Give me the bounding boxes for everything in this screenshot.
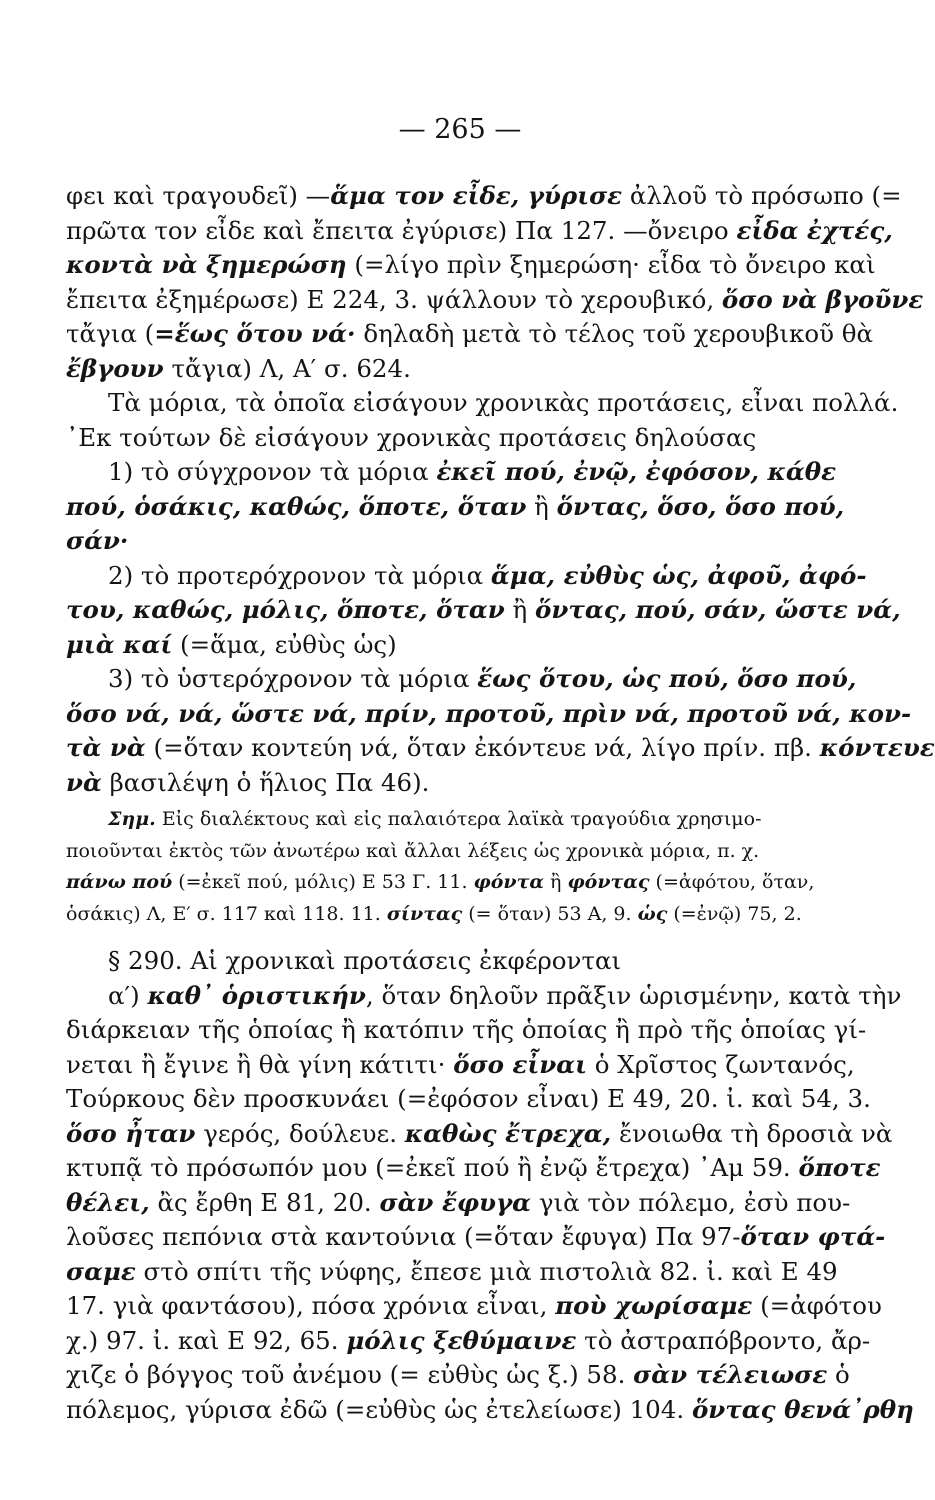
text-line bbox=[66, 179, 902, 214]
text-run: ᾽Εκ τούτων δὲ εἰσάγουν χρονικὰς προτάσεις δηλούσας bbox=[66, 422, 757, 452]
emphasized-text: ἐκεῖ πού, ἐνῷ, ἐφόσον, κάθε bbox=[436, 457, 836, 486]
text-line bbox=[66, 1255, 836, 1290]
text-run: τἄγια ( bbox=[66, 319, 155, 348]
emphasized-text: θέλει, bbox=[66, 1187, 150, 1217]
text-run: (=ἐκεῖ πού, μόλις) Ε 53 Γ. 11. bbox=[172, 871, 474, 893]
emphasized-text: Σημ. bbox=[108, 808, 156, 830]
text-run: στὸ σπίτι τῆς νύφης, ἔπεσε μιὰ πιστολιὰ 82. ἰ. καὶ Ε 49 bbox=[135, 1256, 838, 1286]
emphasized-text: εἶδα ἐχτές, bbox=[736, 215, 893, 245]
text-run: πόλεμος, γύρισα ἐδῶ (=εὐθὺς ὡς ἐτελείωσε) 104. bbox=[66, 1394, 692, 1424]
text-run: ποιοῦνται ἐκτὸς τῶν ἀνωτέρω καὶ ἄλλαι λέξεις ὡς χρονικὰ μόρια, π. χ. bbox=[66, 839, 760, 862]
emphasized-text: ὅσο νὰ βγοῦνε bbox=[721, 284, 924, 314]
text-line bbox=[66, 593, 901, 628]
emphasized-text: νὰ bbox=[66, 767, 102, 797]
text-run: φει καὶ τραγουδεῖ) — bbox=[66, 181, 331, 210]
emphasized-text: ἕως ὅτου, ὡς πού, ὅσο πού, bbox=[477, 664, 857, 693]
text-run: 17. γιὰ φαντάσου), πόσα χρόνια εἶναι, bbox=[66, 1291, 556, 1320]
text-run: δηλαδὴ μετὰ τὸ τέλος τοῦ χερουβικοῦ θὰ bbox=[355, 319, 874, 348]
text-run: ἢ bbox=[504, 595, 536, 624]
book-page bbox=[66, 104, 935, 1427]
emphasized-text: καθὼς ἔτρεχα, bbox=[404, 1118, 612, 1148]
text-line bbox=[66, 1048, 855, 1083]
emphasized-text: ὅντας, πού, σάν, ὥστε νά, bbox=[535, 595, 901, 624]
emphasized-text: =ἕως ὅτου νά· bbox=[154, 319, 356, 348]
text-line bbox=[66, 1289, 882, 1324]
text-line bbox=[66, 836, 836, 868]
text-run: (= ὅταν) 53 Α, 9. bbox=[462, 902, 638, 925]
text-run: τὸ ἀστραπόβροντο, ἄρ- bbox=[576, 1325, 871, 1355]
paragraph-block bbox=[66, 179, 935, 800]
text-run: Τούρκους δὲν προσκυνάει (=ἐφόσον εἶναι) Ε 49, 20. ἰ. καὶ 54, 3. bbox=[66, 1084, 871, 1113]
text-run: νεται ἢ ἔγινε ἢ θὰ γίνη κάτιτι· bbox=[66, 1049, 454, 1079]
emphasized-text: σὰν τέλειωσε bbox=[633, 1360, 828, 1389]
text-line bbox=[66, 731, 935, 766]
emphasized-text: του, καθώς, μόλις, ὅποτε, ὅταν bbox=[66, 595, 505, 624]
emphasized-text: τὰ νὰ bbox=[66, 733, 146, 762]
text-line bbox=[66, 1393, 914, 1428]
text-run: τἄγια) Λ, Α′ σ. 624. bbox=[163, 353, 411, 383]
text-line bbox=[66, 283, 924, 318]
text-run: ἂς ἔρθη Ε 81, 20. bbox=[149, 1187, 380, 1217]
text-line bbox=[66, 1186, 851, 1221]
emphasized-text: κόντευε bbox=[819, 733, 935, 762]
text-run: διάρκειαν τῆς ὁποίας ἢ κατόπιν τῆς ὁποίας ἢ πρὸ τῆς ὁποίας γί- bbox=[66, 1015, 867, 1044]
emphasized-text: ὅσο ἦταν bbox=[66, 1118, 196, 1148]
text-line bbox=[66, 899, 836, 931]
text-line bbox=[66, 455, 836, 490]
text-run: , ὅταν δηλοῦν πρᾶξιν ὡρισμένην, κατὰ τὴν bbox=[365, 980, 902, 1010]
text-line bbox=[66, 979, 902, 1014]
text-line bbox=[66, 1013, 867, 1048]
text-run: (=ἐνῷ) 75, 2. bbox=[667, 902, 802, 925]
note-block bbox=[66, 804, 836, 930]
text-run: α′) bbox=[108, 980, 148, 1010]
text-line bbox=[66, 766, 836, 801]
text-run: λοῦσες πεπόνια στὰ καντούνια (=ὅταν ἔφυγα) Πα 97- bbox=[66, 1222, 741, 1251]
text-line bbox=[66, 1082, 871, 1117]
text-run: ἔνοιωθα τὴ δροσιὰ νὰ bbox=[611, 1118, 893, 1148]
text-run: § 290. Αἱ χρονικαὶ προτάσεις ἐκφέρονται bbox=[108, 946, 622, 975]
text-line bbox=[66, 352, 836, 387]
text-line bbox=[66, 944, 836, 979]
text-run: 3) τὸ ὑστερόχρονον τὰ μόρια bbox=[108, 664, 478, 693]
emphasized-text: ὅντας θενά᾽ρθη bbox=[691, 1394, 914, 1424]
emphasized-text: ὅταν φτά- bbox=[740, 1222, 886, 1251]
text-run: πρῶτα τον εἶδε καὶ ἔπειτα ἐγύρισε) Πα 127. —ὄνειρο bbox=[66, 215, 737, 245]
text-line bbox=[66, 559, 867, 594]
emphasized-text: φόντα bbox=[473, 871, 544, 893]
text-line bbox=[66, 490, 845, 525]
text-run: (=ἀφότου bbox=[752, 1291, 882, 1320]
text-run: ἢ bbox=[526, 491, 557, 521]
emphasized-text: μόλις ξεθύμαινε bbox=[346, 1325, 577, 1355]
text-line bbox=[66, 804, 836, 836]
text-line bbox=[66, 662, 857, 697]
text-run: ἔπειτα ἐξημέρωσε) Ε 224, 3. ψάλλουν τὸ χερουβικό, bbox=[66, 284, 722, 314]
emphasized-text: πάνω πού bbox=[66, 871, 173, 893]
text-line bbox=[66, 628, 836, 663]
emphasized-text: σὰν ἔφυγα bbox=[379, 1187, 532, 1217]
text-run: ὁ Χρῖστος ζωντανός, bbox=[586, 1049, 855, 1079]
text-line bbox=[66, 1220, 886, 1255]
text-run: χιζε ὁ βόγγος τοῦ ἀνέμου (= εὐθὺς ὡς ξ.) 58. bbox=[66, 1360, 634, 1389]
text-line bbox=[66, 1117, 893, 1152]
emphasized-text: σίντας bbox=[386, 902, 463, 925]
text-line bbox=[66, 214, 893, 249]
text-run: Τὰ μόρια, τὰ ὁποῖα εἰσάγουν χρονικὰς προτάσεις, εἶναι πολλά. bbox=[108, 388, 899, 417]
emphasized-text: πού, ὁσάκις, καθώς, ὅποτε, ὅταν bbox=[66, 491, 527, 521]
emphasized-text: ἔβγουν bbox=[66, 353, 164, 383]
text-run: βασιλέψη ὁ ἥλιος Πα 46). bbox=[101, 767, 430, 797]
text-run: 1) τὸ σύγχρονον τὰ μόρια bbox=[108, 457, 437, 486]
text-run: χ.) 97. ἰ. καὶ Ε 92, 65. bbox=[66, 1325, 347, 1355]
emphasized-text: ὅντας, ὅσο, ὅσο πού, bbox=[556, 491, 845, 521]
text-run: (=ἀφότου, ὅταν, bbox=[649, 871, 815, 893]
text-run: (=λίγο πρὶν ξημερώση· εἶδα τὸ ὄνειρο καὶ bbox=[346, 250, 876, 279]
emphasized-text: ὅποτε bbox=[798, 1153, 881, 1182]
text-run: ὁ bbox=[827, 1360, 850, 1389]
emphasized-text: ὅσο εἶναι bbox=[453, 1049, 587, 1079]
text-line bbox=[66, 248, 876, 283]
text-line bbox=[66, 421, 836, 456]
text-line bbox=[66, 1151, 881, 1186]
text-line bbox=[66, 317, 874, 352]
text-run: Εἰς διαλέκτους καὶ εἰς παλαιότερα λαϊκὰ τραγούδια χρησιμο- bbox=[155, 808, 762, 830]
text-run: ἢ bbox=[544, 871, 568, 893]
emphasized-text: ἅμα, εὐθὺς ὡς, ἀφοῦ, ἀφό- bbox=[490, 560, 867, 590]
text-run: (=ὅταν κοντεύη νά, ὅταν ἐκόντευε νά, λίγο πρίν. πβ. bbox=[145, 733, 820, 762]
emphasized-text: ποὺ χωρίσαμε bbox=[555, 1291, 753, 1320]
text-line bbox=[66, 1358, 850, 1393]
section-290-block bbox=[66, 944, 914, 1427]
emphasized-text: σαμε bbox=[66, 1256, 136, 1286]
text-run: 2) τὸ προτερόχρονον τὰ μόρια bbox=[108, 560, 491, 590]
emphasized-text: φόντας bbox=[567, 871, 650, 893]
text-run: (=ἅμα, εὐθὺς ὡς) bbox=[172, 629, 397, 659]
text-run: κτυπᾷ τὸ πρόσωπόν μου (=ἐκεῖ πού ἢ ἐνῷ ἔτρεχα) ᾽Αμ 59. bbox=[66, 1153, 799, 1182]
text-run: γερός, δούλευε. bbox=[195, 1118, 405, 1148]
text-run: ὁσάκις) Λ, Ε′ σ. 117 καὶ 118. 11. bbox=[66, 902, 387, 925]
page-number: — 265 — bbox=[398, 114, 522, 145]
text-line bbox=[66, 867, 836, 899]
text-line bbox=[66, 386, 899, 421]
emphasized-text: μιὰ καί bbox=[66, 629, 173, 659]
text-line bbox=[66, 524, 836, 559]
text-line bbox=[66, 1324, 871, 1359]
emphasized-text: καθ᾽ ὁριστικήν bbox=[147, 980, 366, 1010]
emphasized-text: ὡς bbox=[637, 902, 668, 925]
text-run: ἀλλοῦ τὸ πρόσωπο (= bbox=[622, 181, 902, 210]
emphasized-text: κοντὰ νὰ ξημερώση bbox=[66, 250, 347, 279]
emphasized-text: ἅμα τον εἶδε, γύρισε bbox=[330, 181, 623, 210]
emphasized-text: σάν· bbox=[66, 526, 129, 555]
emphasized-text: ὅσο νά, νά, ὥστε νά, πρίν, προτοῦ, πρὶν νά, προτοῦ νά, κον- bbox=[66, 698, 912, 728]
text-run: γιὰ τὸν πόλεμο, ἐσὺ που- bbox=[531, 1187, 851, 1217]
text-line bbox=[66, 697, 912, 732]
